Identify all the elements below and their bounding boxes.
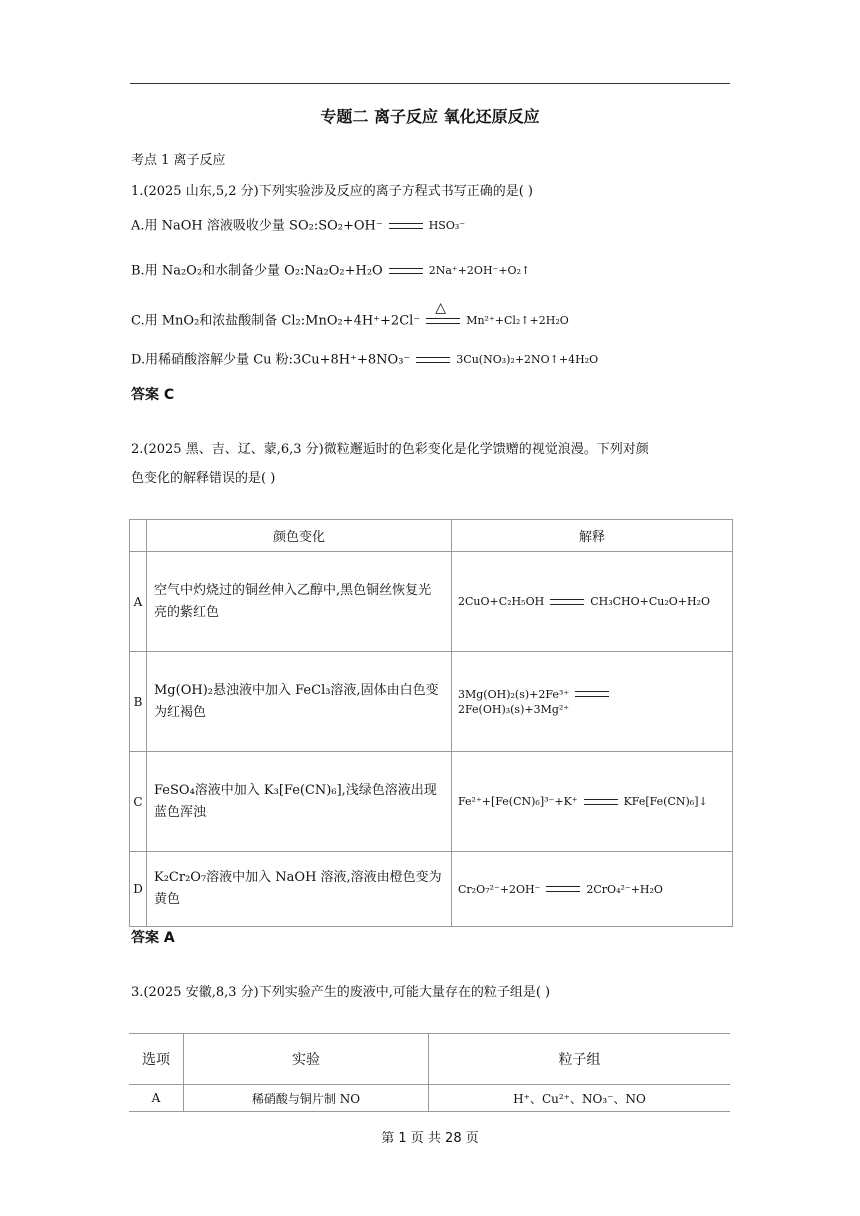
- row-description: K₂Cr₂O₇溶液中加入 NaOH 溶液,溶液由橙色变为黄色: [147, 852, 452, 927]
- row-explanation: [452, 752, 733, 852]
- equals-sign: [550, 599, 584, 605]
- row-explanation: [452, 652, 733, 752]
- equals-sign: [389, 268, 423, 274]
- equals-sign: [389, 223, 423, 229]
- experiment-cell: 稀硝酸与铜片制 NO: [184, 1085, 429, 1112]
- equation-rhs: 2Fe(OH)₃(s)+3Mg²⁺: [458, 702, 570, 716]
- row-explanation: [452, 852, 733, 927]
- row-label: B: [130, 652, 147, 752]
- equals-sign-heat: [426, 300, 460, 324]
- table-header-row: [129, 1034, 730, 1085]
- q1-stem: 1.(2025 山东,5,2 分)下列实验涉及反应的离子方程式书写正确的是( ): [131, 184, 533, 199]
- q3-table: [129, 1033, 730, 1112]
- header-cell: 颜色变化: [147, 520, 452, 552]
- table-row: [130, 652, 733, 752]
- table-row: [130, 752, 733, 852]
- q1-option-b: [131, 262, 530, 281]
- equation-lhs: Cr₂O₇²⁻+2OH⁻: [458, 882, 541, 896]
- q1-option-c: [131, 300, 569, 331]
- table-row: [130, 552, 733, 652]
- q1-b-products: 2Na⁺+2OH⁻+O₂↑: [428, 264, 531, 277]
- header-cell: 实验: [184, 1034, 429, 1085]
- row-label: D: [130, 852, 147, 927]
- q2-table: [129, 519, 733, 927]
- header-cell: 粒子组: [429, 1034, 731, 1085]
- header-cell: 选项: [129, 1034, 184, 1085]
- option-cell: A: [129, 1085, 184, 1112]
- page-footer: 第 1 页 共 28 页: [381, 1131, 479, 1146]
- row-description: FeSO₄溶液中加入 K₃[Fe(CN)₆],浅绿色溶液出现蓝色浑浊: [147, 752, 452, 852]
- equation-rhs: KFe[Fe(CN)₆]↓: [623, 795, 708, 808]
- equation-lhs: 2CuO+C₂H₅OH: [458, 595, 545, 608]
- equals-sign: [584, 799, 618, 805]
- q1-c-products: Mn²⁺+Cl₂↑+2H₂O: [466, 314, 569, 327]
- header-rule: [130, 83, 730, 84]
- row-label: C: [130, 752, 147, 852]
- heat-condition: △: [435, 300, 446, 316]
- q1-option-d: [131, 351, 598, 370]
- q1-a-products: HSO₃⁻: [428, 219, 466, 232]
- row-label: A: [130, 552, 147, 652]
- table-header-row: [130, 520, 733, 552]
- table-row: [129, 1085, 730, 1112]
- q1-answer: 答案 C: [131, 387, 175, 403]
- table-row: [130, 852, 733, 927]
- row-description: Mg(OH)₂悬浊液中加入 FeCl₃溶液,固体由白色变为红褐色: [147, 652, 452, 752]
- equation-rhs: CH₃CHO+Cu₂O+H₂O: [590, 595, 711, 608]
- equation-lhs: Fe²⁺+[Fe(CN)₆]³⁻+K⁺: [458, 795, 578, 808]
- section-heading: 考点 1 离子反应: [131, 153, 226, 168]
- header-label-cell: [130, 520, 147, 552]
- q2-stem-line1: 2.(2025 黑、吉、辽、蒙,6,3 分)微粒邂逅时的色彩变化是化学馈赠的视觉浪漫。下列对颜: [131, 442, 649, 457]
- page-title: 专题二 离子反应 氧化还原反应: [320, 107, 540, 126]
- equals-sign: [575, 691, 609, 697]
- row-description: 空气中灼烧过的铜丝伸入乙醇中,黑色铜丝恢复光亮的紫红色: [147, 552, 452, 652]
- q2-answer: 答案 A: [131, 930, 175, 946]
- row-explanation: [452, 552, 733, 652]
- equals-sign: [546, 886, 580, 892]
- header-cell: 解释: [452, 520, 733, 552]
- q1-b-reactants: B.用 Na₂O₂和水制备少量 O₂:Na₂O₂+H₂O: [131, 263, 383, 279]
- q1-option-a: [131, 217, 465, 236]
- q1-d-reactants: D.用稀硝酸溶解少量 Cu 粉:3Cu+8H⁺+8NO₃⁻: [131, 352, 411, 368]
- q1-c-reactants: C.用 MnO₂和浓盐酸制备 Cl₂:MnO₂+4H⁺+2Cl⁻: [131, 313, 421, 329]
- particles-cell: H⁺、Cu²⁺、NO₃⁻、NO: [429, 1085, 731, 1112]
- q1-a-reactants: A.用 NaOH 溶液吸收少量 SO₂:SO₂+OH⁻: [131, 218, 383, 234]
- q3-stem: 3.(2025 安徽,8,3 分)下列实验产生的废液中,可能大量存在的粒子组是( ): [131, 985, 551, 1000]
- equals-sign: [416, 357, 450, 363]
- q1-d-products: 3Cu(NO₃)₂+2NO↑+4H₂O: [456, 353, 599, 366]
- equation-lhs: 3Mg(OH)₂(s)+2Fe³⁺: [458, 687, 570, 701]
- q2-stem-line2: 色变化的解释错误的是( ): [131, 471, 276, 486]
- equation-rhs: 2CrO₄²⁻+H₂O: [586, 882, 663, 896]
